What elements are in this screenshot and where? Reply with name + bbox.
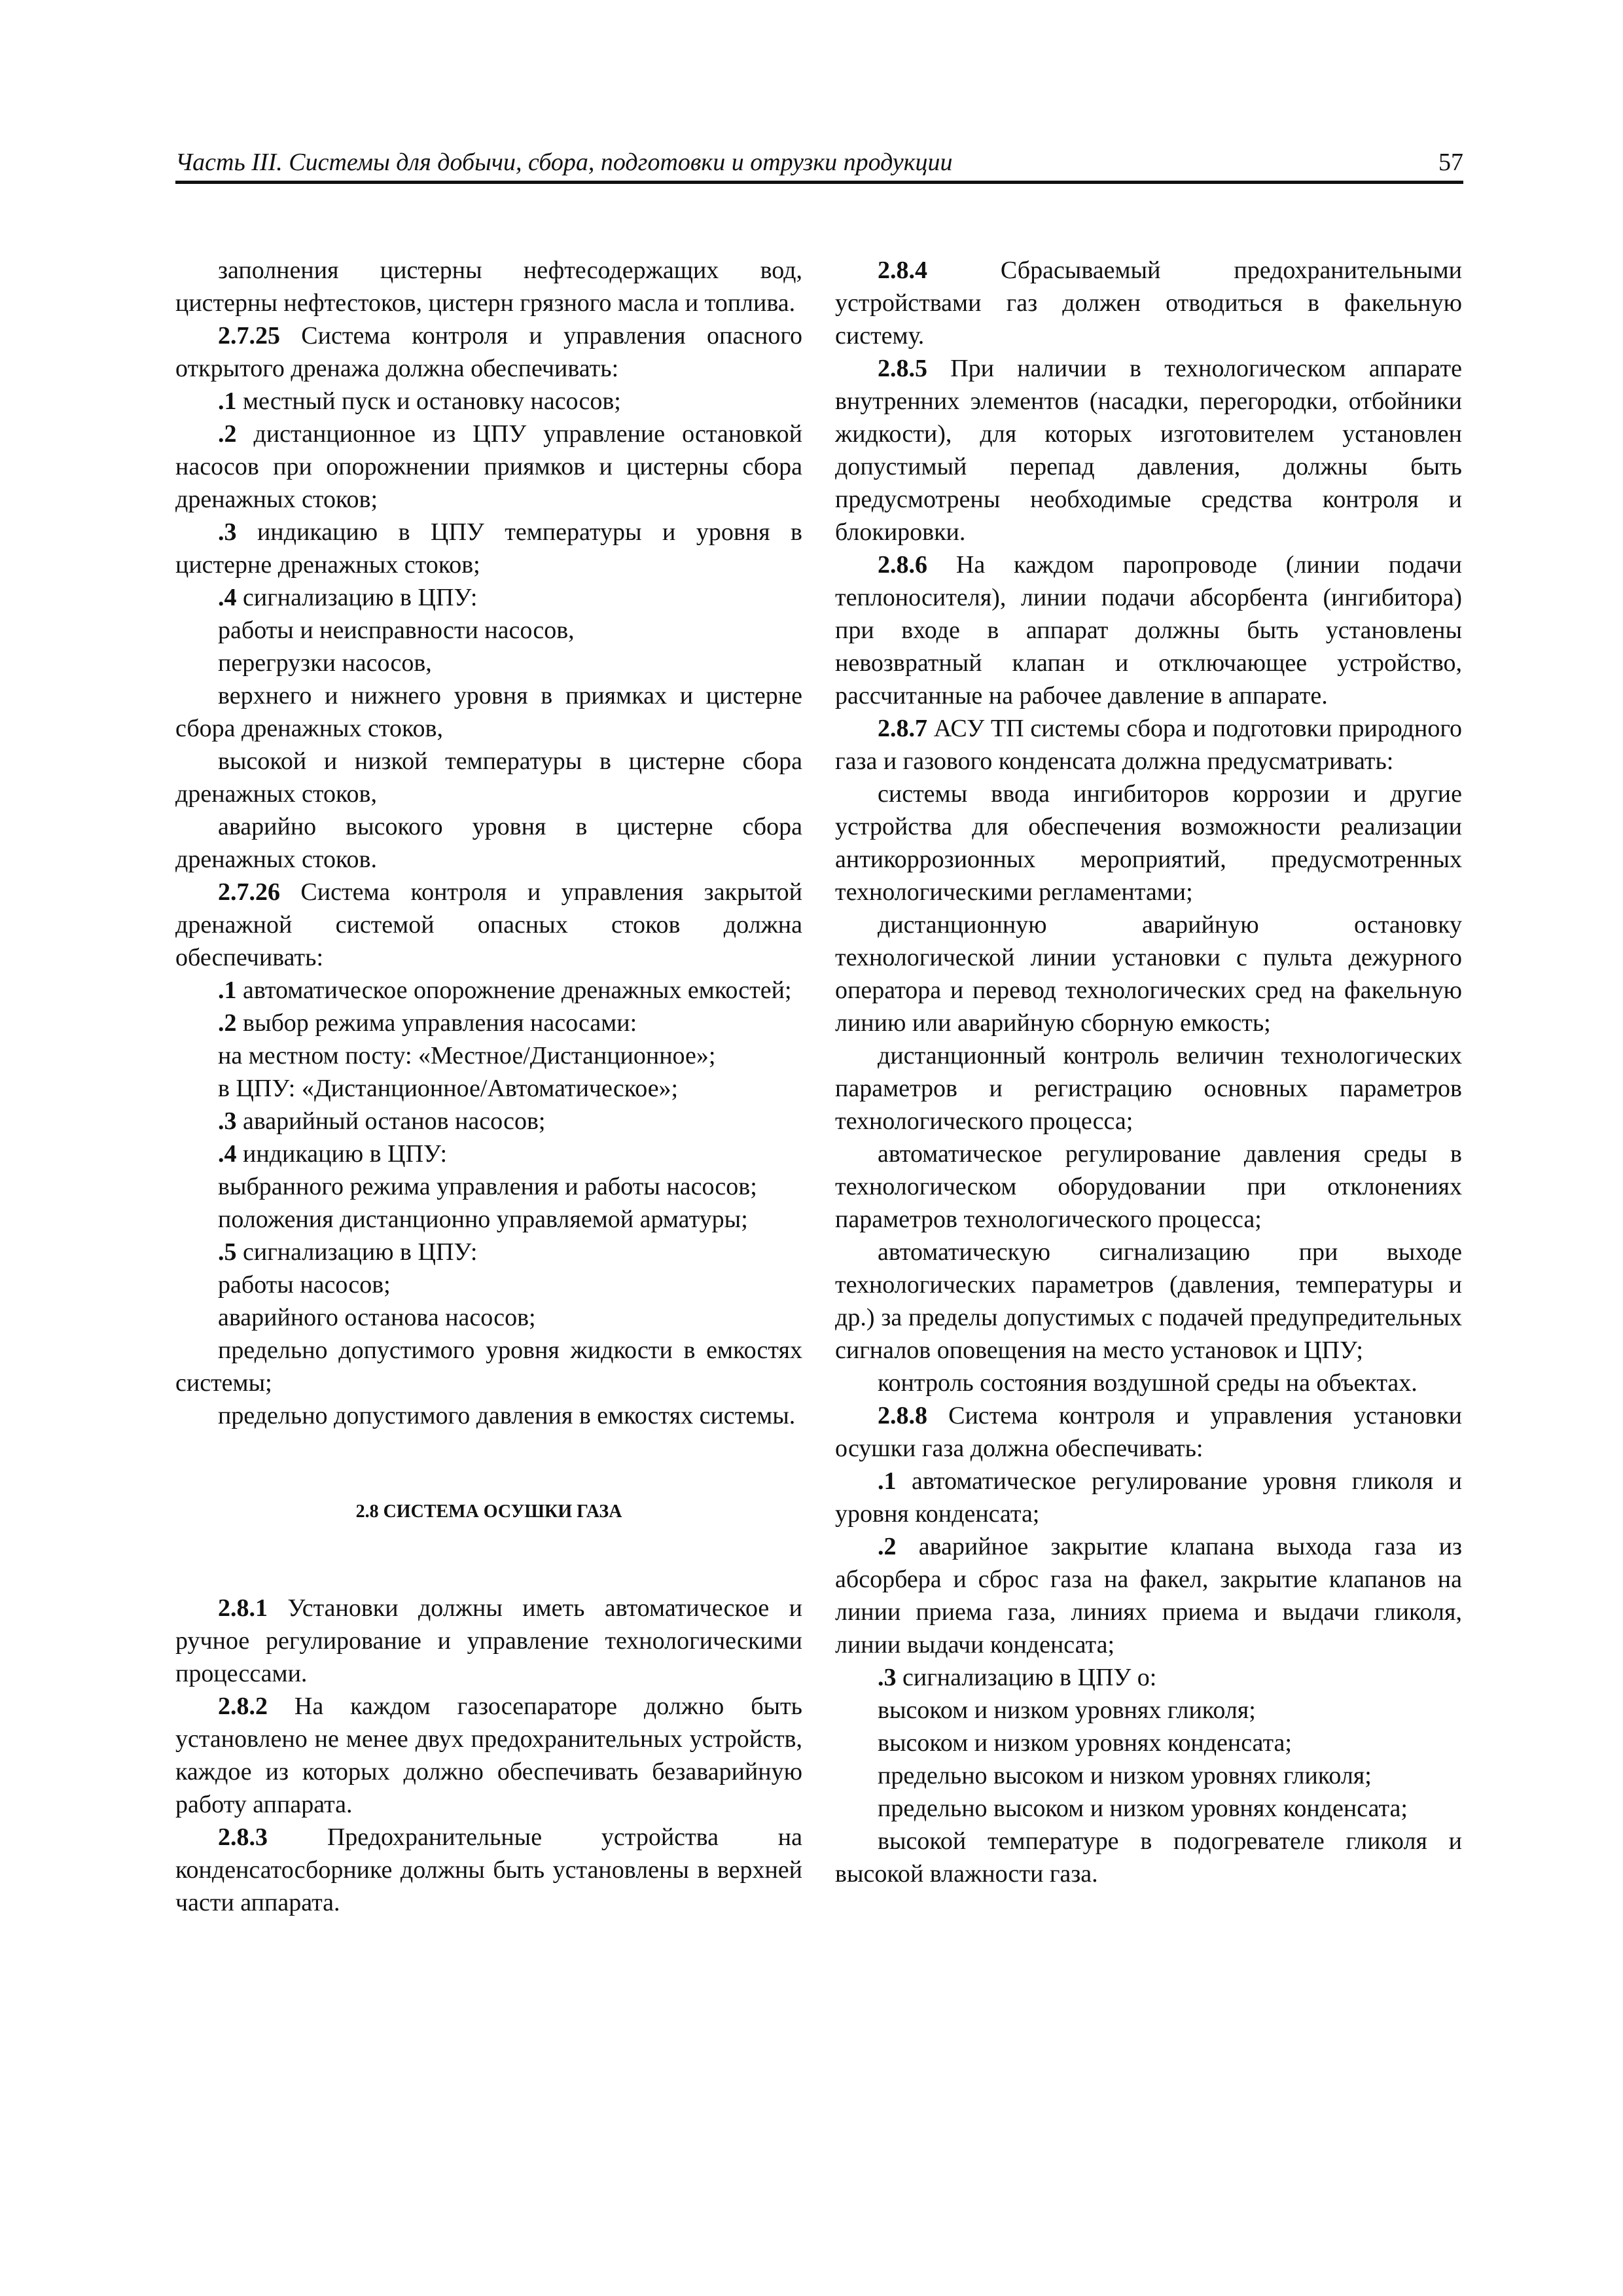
right-column — [835, 254, 1462, 1890]
item-number: .2 — [218, 1009, 237, 1037]
sub-item: предельно высоком и низком уровнях гликоля; — [878, 1762, 1372, 1789]
sub-item: высоком и низком уровнях гликоля; — [878, 1696, 1256, 1724]
clause-2-8-8 — [835, 1399, 1462, 1465]
clause-number: 2.8.1 — [218, 1594, 268, 1622]
item-text: автоматическое опорожнение дренажных емкостей; — [236, 977, 792, 1004]
item-text: индикацию в ЦПУ: — [236, 1140, 447, 1168]
sub-item: высокой и низкой температуры в цистерне сбора дренажных стоков, — [175, 747, 802, 808]
list-item — [835, 1465, 1462, 1530]
clause-2-7-26 — [175, 876, 802, 974]
running-header — [175, 143, 1463, 184]
item-text: сигнализацию в ЦПУ о: — [896, 1664, 1157, 1691]
list-item — [175, 1138, 802, 1170]
sub-item: перегрузки насосов, — [218, 649, 432, 677]
clause-text: Система контроля и управления опасного открытого дренажа должна обеспечивать: — [175, 322, 802, 382]
clause-2-8-2 — [175, 1690, 802, 1821]
list-item — [835, 1530, 1462, 1661]
item-number: .2 — [878, 1533, 897, 1560]
item-number: .3 — [218, 518, 237, 546]
clause-text: Система контроля и управления закрытой дренажной системой опасных стоков должна обеспечивать: — [175, 878, 802, 971]
clause-number: 2.8.7 — [878, 715, 927, 742]
sub-item: работы и неисправности насосов, — [218, 617, 575, 644]
sub-item: работы насосов; — [218, 1271, 391, 1299]
clause-text: При наличии в технологическом аппарате внутренних элементов (насадки, перегородки, отбойники жидкости), для которых изготовителем установлен допустимый перепад давления, должны быть предусмотрены необходимые средства контроля и блокировки. — [835, 355, 1462, 546]
item-number: .1 — [878, 1467, 897, 1495]
list-item — [175, 581, 802, 614]
list-item — [175, 516, 802, 581]
list-item — [175, 974, 802, 1007]
clause-text: На каждом газосепараторе должно быть установлено не менее двух предохранительных устройств, каждое из которых должно обеспечивать безаварийную работу аппарата. — [175, 1693, 802, 1818]
item-text: местный пуск и остановку насосов; — [236, 387, 621, 415]
list-item — [175, 385, 802, 418]
item-number: .4 — [218, 1140, 237, 1168]
item-text: сигнализацию в ЦПУ: — [236, 1238, 478, 1266]
list-item — [175, 418, 802, 516]
sub-item: аварийного останова насосов; — [218, 1304, 536, 1331]
clause-2-8-5 — [835, 352, 1462, 548]
clause-number: 2.8.8 — [878, 1402, 927, 1429]
sub-item: верхнего и нижнего уровня в приямках и цистерне сбора дренажных стоков, — [175, 682, 802, 742]
clause-2-8-4 — [835, 254, 1462, 352]
list-item — [175, 1105, 802, 1138]
sub-item: на местном посту: «Местное/Дистанционное»; — [218, 1042, 716, 1069]
sub-item: аварийно высокого уровня в цистерне сбора дренажных стоков. — [175, 813, 802, 873]
item-number: .3 — [218, 1107, 237, 1135]
sub-item: предельно допустимого уровня жидкости в емкостях системы; — [175, 1336, 802, 1397]
header-title: Часть III. Системы для добычи, сбора, подготовки и отрузки продукции — [175, 149, 953, 176]
sub-item: высокой температуре в подогревателе гликоля и высокой влажности газа. — [835, 1827, 1462, 1888]
requirement-item: контроль состояния воздушной среды на объектах. — [878, 1369, 1418, 1397]
paragraph: заполнения цистерны нефтесодержащих вод, цистерны нефтестоков, цистерн грязного масла и топлива. — [175, 257, 802, 317]
requirement-item: дистанционный контроль величин технологических параметров и регистрацию основных параметров технологического процесса; — [835, 1042, 1462, 1135]
item-text: выбор режима управления насосами: — [236, 1009, 637, 1037]
clause-text: Сбрасываемый предохранительными устройствами газ должен отводиться в факельную систему. — [835, 257, 1462, 350]
item-text: дистанционное из ЦПУ управление остановкой насосов при опорожнении приямков и цистерны сбора дренажных стоков; — [175, 420, 802, 513]
left-column — [175, 254, 802, 1919]
sub-item: предельно допустимого давления в емкостях системы. — [218, 1402, 796, 1429]
list-item — [175, 1236, 802, 1268]
sub-item: высоком и низком уровнях конденсата; — [878, 1729, 1292, 1757]
clause-number: 2.8.4 — [878, 257, 927, 284]
item-number: .5 — [218, 1238, 237, 1266]
section-heading: 2.8 СИСТЕМА ОСУШКИ ГАЗА — [355, 1501, 622, 1522]
requirement-item: автоматическую сигнализацию при выходе технологических параметров (давления, температуры и др.) за пределы допустимых с подачей предупредительных сигналов оповещения на место установок и ЦПУ; — [835, 1238, 1462, 1364]
clause-text: Система контроля и управления установки осушки газа должна обеспечивать: — [835, 1402, 1462, 1462]
item-text: аварийное закрытие клапана выхода газа из абсорбера и сброс газа на факел, закрытие клапанов на линии приема газа, линиях приема и выдачи гликоля, линии выдачи конденсата; — [835, 1533, 1462, 1659]
clause-2-8-6 — [835, 548, 1462, 712]
item-text: автоматическое регулирование уровня гликоля и уровня конденсата; — [835, 1467, 1462, 1528]
item-text: индикацию в ЦПУ температуры и уровня в цистерне дренажных стоков; — [175, 518, 802, 579]
requirement-item: дистанционную аварийную остановку технологической линии установки с пульта дежурного оператора и перевод технологических сред на факельную линию или аварийную сборную емкость; — [835, 911, 1462, 1037]
clause-text: Установки должны иметь автоматическое и ручное регулирование и управление технологическими процессами. — [175, 1594, 802, 1687]
clause-text: На каждом паропроводе (линии подачи теплоносителя), линии подачи абсорбента (ингибитора) при входе в аппарат должны быть установлены невозвратный клапан и отключающее устройство, рассчитанные на рабочее давление в аппарате. — [835, 551, 1462, 709]
requirement-item: системы ввода ингибиторов коррозии и другие устройства для обеспечения возможности реализации антикоррозионных мероприятий, предусмотренных технологическими регламентами; — [835, 780, 1462, 906]
sub-item: предельно высоком и низком уровнях конденсата; — [878, 1795, 1408, 1822]
sub-item: выбранного режима управления и работы насосов; — [218, 1173, 757, 1200]
item-number: .1 — [218, 387, 237, 415]
clause-2-8-1 — [175, 1592, 802, 1690]
clause-text: АСУ ТП системы сбора и подготовки природного газа и газового конденсата должна предусматривать: — [835, 715, 1462, 775]
clause-number: 2.8.2 — [218, 1693, 268, 1720]
item-number: .4 — [218, 584, 237, 611]
clause-2-8-3 — [175, 1821, 802, 1919]
clause-text: Предохранительные устройства на конденсатосборнике должны быть установлены в верхней части аппарата. — [175, 1823, 802, 1916]
item-number: .1 — [218, 977, 237, 1004]
list-item — [835, 1661, 1462, 1694]
clause-2-7-25 — [175, 319, 802, 385]
clause-number: 2.7.26 — [218, 878, 280, 906]
requirement-item: автоматическое регулирование давления среды в технологическом оборудовании при отклонениях параметров технологического процесса; — [835, 1140, 1462, 1233]
page-number: 57 — [1438, 149, 1463, 176]
clause-number: 2.7.25 — [218, 322, 280, 350]
item-number: .2 — [218, 420, 237, 448]
item-text: сигнализацию в ЦПУ: — [236, 584, 478, 611]
clause-2-8-7 — [835, 712, 1462, 778]
item-number: .3 — [878, 1664, 897, 1691]
clause-number: 2.8.3 — [218, 1823, 268, 1851]
sub-item: в ЦПУ: «Дистанционное/Автоматическое»; — [218, 1075, 679, 1102]
item-text: аварийный останов насосов; — [236, 1107, 546, 1135]
clause-number: 2.8.5 — [878, 355, 927, 382]
clause-number: 2.8.6 — [878, 551, 927, 579]
list-item — [175, 1007, 802, 1039]
sub-item: положения дистанционно управляемой арматуры; — [218, 1206, 748, 1233]
